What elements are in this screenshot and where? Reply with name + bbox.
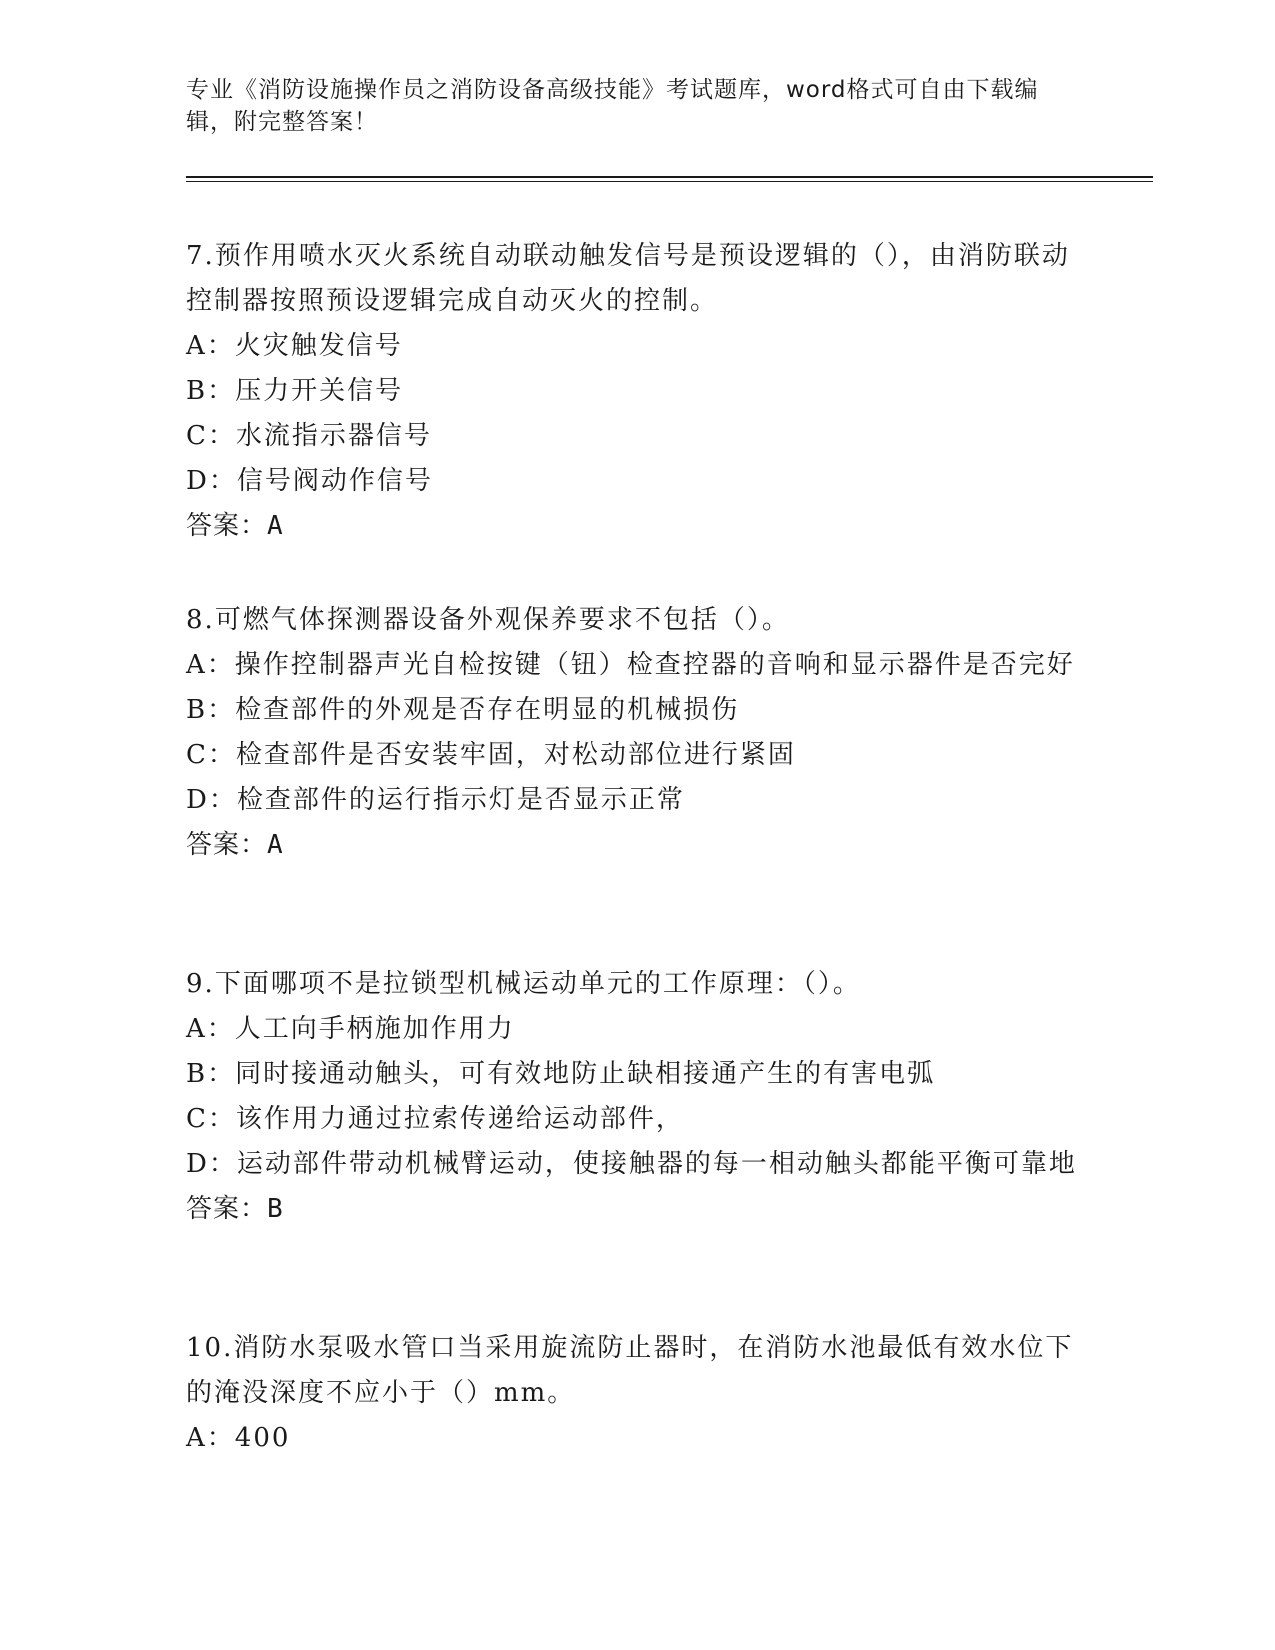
option-d: D：检查部件的运行指示灯是否显示正常 bbox=[186, 785, 685, 815]
question-number: 10. bbox=[186, 1333, 234, 1363]
question-text bbox=[186, 1326, 1086, 1416]
answer-value: A bbox=[267, 511, 284, 541]
option-c: C：该作用力通过拉索传递给运动部件， bbox=[186, 1104, 684, 1134]
option-b: B：同时接通动触头，可有效地防止缺相接通产生的有害电弧 bbox=[186, 1059, 936, 1089]
option-c: C：检查部件是否安装牢固，对松动部位进行紧固 bbox=[186, 740, 796, 770]
option-a: A：人工向手柄施加作用力 bbox=[186, 1014, 515, 1044]
question-10 bbox=[186, 1326, 1086, 1461]
header-divider-thick bbox=[186, 176, 1153, 178]
option-a: A：400 bbox=[186, 1423, 291, 1453]
question-text bbox=[186, 598, 1086, 643]
option-a: A：操作控制器声光自检按键（钮）检查控器的音响和显示器件是否完好 bbox=[186, 650, 1075, 680]
option-b: B：压力开关信号 bbox=[186, 376, 404, 406]
header-divider-thin bbox=[186, 181, 1153, 182]
question-text bbox=[186, 962, 1086, 1007]
question-8 bbox=[186, 598, 1086, 868]
question-stem: 下面哪项不是拉锁型机械运动单元的工作原理：（）。 bbox=[214, 969, 861, 999]
question-stem: 可燃气体探测器设备外观保养要求不包括（）。 bbox=[214, 605, 790, 635]
question-stem: 预作用喷水灭火系统自动联动触发信号是预设逻辑的（），由消防联动控制器按照预设逻辑完成自动灭火的控制。 bbox=[186, 241, 1070, 316]
question-text bbox=[186, 234, 1086, 324]
answer-value: A bbox=[267, 830, 284, 860]
answer-label: 答案： bbox=[186, 1194, 268, 1224]
question-9 bbox=[186, 962, 1086, 1232]
question-number: 7. bbox=[186, 241, 215, 271]
question-stem: 消防水泵吸水管口当采用旋流防止器时，在消防水池最低有效水位下的淹没深度不应小于（）mm。 bbox=[186, 1333, 1074, 1408]
answer-value: B bbox=[267, 1194, 284, 1224]
option-b: B：检查部件的外观是否存在明显的机械损伤 bbox=[186, 695, 740, 725]
option-c: C：水流指示器信号 bbox=[186, 421, 432, 451]
option-d: D：信号阀动作信号 bbox=[186, 466, 433, 496]
option-a: A：火灾触发信号 bbox=[186, 331, 403, 361]
answer-label: 答案： bbox=[186, 511, 268, 541]
answer-line bbox=[186, 1187, 1086, 1232]
answer-line bbox=[186, 823, 1086, 868]
question-number: 8. bbox=[186, 605, 215, 635]
option-d: D：运动部件带动机械臂运动，使接触器的每一相动触头都能平衡可靠地 bbox=[186, 1149, 1077, 1179]
question-7 bbox=[186, 234, 1086, 549]
answer-label: 答案： bbox=[186, 830, 268, 860]
document-header: 专业《消防设施操作员之消防设备高级技能》考试题库，word格式可自由下载编辑，附完整答案！ bbox=[186, 77, 1039, 135]
question-number: 9. bbox=[186, 969, 215, 999]
answer-line bbox=[186, 504, 1086, 549]
